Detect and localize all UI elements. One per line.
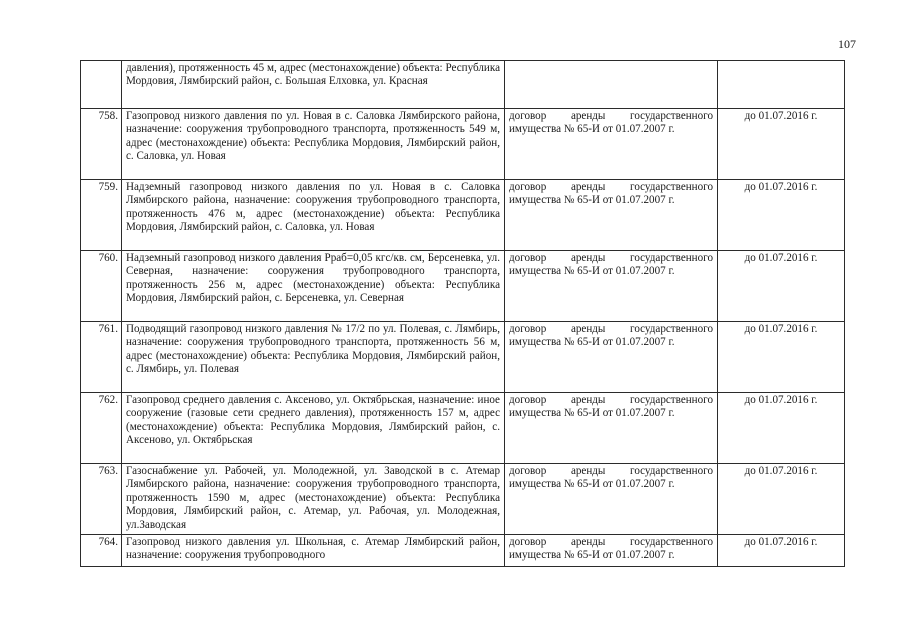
table-row (81, 180, 845, 251)
object-description: Газопровод низкого давления ул. Школьная, с. Атемар Лямбирский район, назначение: сооружения трубопроводного (122, 535, 505, 567)
page-number: 107 (838, 37, 856, 51)
term-date: до 01.07.2016 г. (718, 180, 845, 251)
table-row (81, 535, 845, 567)
table-row (81, 322, 845, 393)
term-date: до 01.07.2016 г. (718, 464, 845, 535)
basis-document: договор аренды государственного имущества № 65-И от 01.07.2007 г. (505, 180, 718, 251)
term-date: до 01.07.2016 г. (718, 109, 845, 180)
table-row (81, 109, 845, 180)
row-number: 763. (81, 464, 122, 535)
basis-document (505, 61, 718, 109)
row-number (81, 61, 122, 109)
term-date (718, 61, 845, 109)
basis-document: договор аренды государственного имущества № 65-И от 01.07.2007 г. (505, 464, 718, 535)
row-number: 761. (81, 322, 122, 393)
term-date: до 01.07.2016 г. (718, 393, 845, 464)
basis-document: договор аренды государственного имущества № 65-И от 01.07.2007 г. (505, 393, 718, 464)
row-number: 762. (81, 393, 122, 464)
basis-document: договор аренды государственного имущества № 65-И от 01.07.2007 г. (505, 109, 718, 180)
term-date: до 01.07.2016 г. (718, 322, 845, 393)
object-description: давления), протяженность 45 м, адрес (местонахождение) объекта: Республика Мордовия, Лямбирский район, с. Большая Елховка, ул. Красная (122, 61, 505, 109)
basis-document: договор аренды государственного имущества № 65-И от 01.07.2007 г. (505, 251, 718, 322)
object-description: Надземный газопровод низкого давления по ул. Новая в с. Саловка Лямбирского района, назначение: сооружения трубопроводного транспорта, протяженность 476 м, адрес (местонахождение) объекта: Республика Мордовия, Лямбирский район, с. Саловка, ул. Новая (122, 180, 505, 251)
row-number: 760. (81, 251, 122, 322)
term-date: до 01.07.2016 г. (718, 251, 845, 322)
row-number: 759. (81, 180, 122, 251)
object-description: Газоснабжение ул. Рабочей, ул. Молодежной, ул. Заводской в с. Атемар Лямбирского района, назначение: сооружения трубопроводного транспорта, протяженность 1590 м, адрес (местонахождение) объекта: Республика Мордовия, Лямбирский район, с. Атемар, ул. Рабочая, ул. Молодежная, ул.Заводская (122, 464, 505, 535)
object-description: Надземный газопровод низкого давления Рраб=0,05 кгс/кв. см, Берсеневка, ул. Северная, назначение: сооружения трубопроводного транспорта, протяженность 256 м, адрес (местонахождение) объекта: Республика Мордовия, Лямбирский район, с. Берсеневка, ул. Северная (122, 251, 505, 322)
table-row (81, 251, 845, 322)
basis-document: договор аренды государственного имущества № 65-И от 01.07.2007 г. (505, 535, 718, 567)
table-row (81, 393, 845, 464)
property-table (80, 60, 845, 567)
row-number: 764. (81, 535, 122, 567)
object-description: Газопровод среднего давления с. Аксеново, ул. Октябрьская, назначение: иное сооружение (газовые сети среднего давления), протяженность 157 м, адрес (местонахождение) объекта: Республика Мордовия, Лямбирский район, с. Аксеново, ул. Октябрьская (122, 393, 505, 464)
table-row (81, 464, 845, 535)
basis-document: договор аренды государственного имущества № 65-И от 01.07.2007 г. (505, 322, 718, 393)
term-date: до 01.07.2016 г. (718, 535, 845, 567)
object-description: Подводящий газопровод низкого давления № 17/2 по ул. Полевая, с. Лямбирь, назначение: сооружения трубопроводного транспорта, протяженность 56 м, адрес (местонахождение) объекта: Республика Мордовия, Лямбирский район, с. Лямбирь, ул. Полевая (122, 322, 505, 393)
row-number: 758. (81, 109, 122, 180)
object-description: Газопровод низкого давления по ул. Новая в с. Саловка Лямбирского района, назначение: сооружения трубопроводного транспорта, протяженность 549 м, адрес (местонахождение) объекта: Республика Мордовия, Лямбирский район, с. Саловка, ул. Новая (122, 109, 505, 180)
table-row (81, 61, 845, 109)
